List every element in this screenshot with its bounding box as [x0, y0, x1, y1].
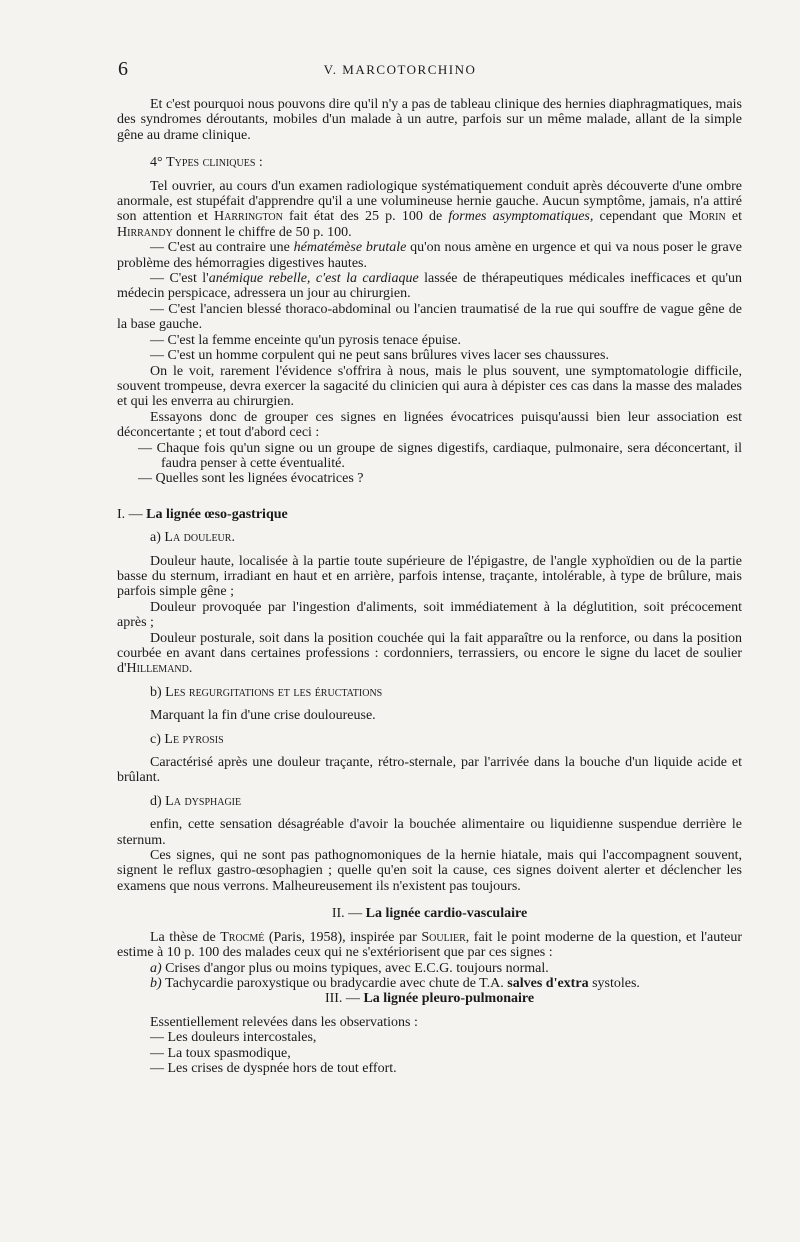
sub-number: a) [150, 530, 165, 546]
item-text: Tachycardie paroxystique ou bradycardie avec chute de T.A. [165, 975, 508, 991]
types-label: Types cliniques : [166, 155, 263, 171]
subheading-douleur [117, 530, 742, 545]
section-heading-cardio-vasculaire [117, 906, 742, 921]
body-text [117, 97, 742, 1076]
list-item: — La toux spasmodique, [150, 1045, 291, 1061]
subheading-pyrosis [117, 732, 742, 747]
paragraph-anemique [117, 271, 742, 302]
sub-number: d) [150, 793, 166, 809]
paragraph-chaque-fois: — Chaque fois qu'un signe ou un groupe de signes digestifs, cardiaque, pulmonaire, sera déconcertant, il faudra penser à cette éventualité. [138, 440, 742, 471]
section-prefix: III. — [324, 991, 364, 1007]
text-span: qu'on nous amène en urgence et qui va nous poser le grave problème des hémorragies digestives hautes. [117, 240, 742, 271]
item-text: systoles. [588, 975, 640, 991]
paragraph-douleur-haute: Douleur haute, localisée à la partie toute supérieure de l'épigastre, de l'angle xyphoïdien ou de la partie basse du sternum, irradiant en haut et en arrière, parfois intense, traçante, intolérable, à type de brûlure, mais parfois simple gêne ; [117, 553, 742, 600]
list-item: — Les crises de dyspnée hors de tout effort. [150, 1060, 397, 1076]
author-soulier: Soulier, [421, 929, 470, 945]
item-letter: a) [150, 960, 166, 976]
subheading-regurgitations [117, 685, 742, 700]
text-span: Tel ouvrier, au cours d'un examen radiologique systématiquement conduit après découverte d'une ombre anormale, est stupéfait d'apprendre qu'il a une volumineuse hernie gauche. Aucun symptôme, jamais, n'a attiré son attention et [117, 178, 742, 225]
sub-number: b) [150, 684, 166, 700]
paragraph-evidence: On le voit, rarement l'évidence s'offrira à nous, mais le plus souvent, une symptomatologie difficile, souvent trompeuse, devra exercer la sagacité du clinicien qui aura à dépister ces cas dans la masse des malades et qui les enverra au chirurgien. [117, 363, 742, 410]
section-title: La lignée cardio-vasculaire [365, 906, 528, 922]
sub-label: Le pyrosis [164, 731, 224, 747]
text-span: lassée de thérapeutiques médicales inefficaces et qu'un médecin perspicace, adressera un jour au chirurgien. [117, 271, 742, 302]
author-harrington: Harrington [214, 209, 283, 225]
paragraph-dysphagie: enfin, cette sensation désagréable d'avoir la bouchée alimentaire ou liquidienne suspendue derrière le sternum. [117, 817, 742, 848]
section-heading-oeso-gastrique [117, 507, 742, 522]
author-morin: Morin [688, 209, 726, 225]
text-span: — C'est l' [150, 271, 209, 287]
author-hirrandy: Hirrandy [117, 224, 173, 240]
paragraph-regurgitations: Marquant la fin d'une crise douloureuse. [150, 708, 376, 724]
sub-label: La douleur. [164, 530, 235, 546]
page-header [118, 58, 682, 82]
paragraph-pyrosis: Caractérisé après une douleur traçante, rétro-sternale, par l'arrivée dans la bouche d'un liquide acide et brûlant. [117, 755, 742, 786]
paragraph-question: — Quelles sont les lignées évocatrices ? [138, 471, 364, 487]
list-item-angor [117, 961, 742, 976]
sub-number: c) [150, 731, 165, 747]
item-text: Crises d'angor plus ou moins typiques, avec E.C.G. toujours normal. [165, 960, 549, 976]
paragraph-essentiellement: Essentiellement relevées dans les observations : [150, 1014, 418, 1030]
paragraph-blesse: — C'est l'ancien blessé thoraco-abdominal ou l'ancien traumatisé de la rue qui souffre de vague gêne de la base gauche. [117, 301, 742, 333]
paragraph-essayons: Essayons donc de grouper ces signes en lignées évocatrices puisqu'aussi bien leur association est déconcertante ; et tout d'abord ceci : [117, 409, 742, 441]
text-span: cependant que [593, 209, 689, 225]
list-item: — Les douleurs intercostales, [150, 1030, 317, 1046]
running-title: V. MARCOTORCHINO [323, 62, 477, 77]
text-span: (Paris, 1958), inspirée par [264, 929, 422, 945]
section-prefix: II. — [331, 906, 366, 922]
item-letter: b) [150, 975, 166, 991]
paragraph-ces-signes: Ces signes, qui ne sont pas pathognomoniques de la hernie hiatale, mais qui l'accompagnent souvent, signent le reflux gastro-œsophagien ; quelle qu'en soit la cause, ces signes doivent alerter et déclencher les examens que nous verrons. Malheureusement ils n'existent pas toujours. [117, 848, 742, 894]
author-trocme: Trocmé [220, 929, 265, 945]
text-span: fait état des 25 p. 100 de [282, 209, 449, 225]
paragraph-douleur-posturale [117, 631, 742, 677]
section-prefix: I. — [117, 506, 147, 522]
paragraph-douleur-provoquee: Douleur provoquée par l'ingestion d'aliments, soit immédiatement à la déglutition, soit précocement après ; [117, 599, 742, 631]
types-number: 4° [150, 155, 167, 171]
emphasis-anemique: anémique rebelle, c'est la cardiaque [208, 271, 419, 287]
text-span: — C'est au contraire une [150, 240, 294, 256]
text-span: La thèse de [150, 929, 221, 945]
paragraph-hematemese [117, 240, 742, 271]
text-span: donnent le chiffre de 50 p. 100. [172, 224, 352, 240]
text-span: fait le point moderne de la question, et l'auteur estime à 10 p. 100 des malades ceux qui ne s'extériorisent que par ces signes : [117, 929, 742, 961]
paragraph-homme: — C'est un homme corpulent qui ne peut sans brûlures vives lacer ses chaussures. [150, 348, 609, 364]
emphasis-formes: formes asymptomatiques, [448, 209, 594, 225]
paragraph-these [117, 930, 742, 961]
list-item-tachycardie [117, 976, 742, 991]
types-heading [117, 155, 742, 170]
item-bold-text: salves d'extra [507, 975, 589, 991]
section-heading-pleuro-pulmonaire [117, 991, 742, 1006]
paragraph-ouvrier [117, 179, 742, 241]
section-title: La lignée pleuro-pulmonaire [363, 991, 535, 1007]
paragraph-femme: — C'est la femme enceinte qu'un pyrosis tenace épuise. [150, 332, 462, 348]
sub-label: La dysphagie [165, 793, 242, 809]
section-title: La lignée œso-gastrique [146, 506, 288, 522]
page-number: 6 [118, 58, 128, 80]
text-span: et [725, 209, 742, 225]
author-hillemand: Hillemand. [126, 661, 193, 677]
paragraph-intro: Et c'est pourquoi nous pouvons dire qu'il n'y a pas de tableau clinique des hernies diaphragmatiques, mais des syndromes déroutants, mobiles d'un malade à un autre, parfois sur un même malade, allant de la simple gêne au drame clinique. [117, 97, 742, 143]
sub-label: Les regurgitations et les éructations [165, 684, 383, 700]
text-span: Douleur posturale, soit dans la position couchée qui la fait apparaître ou la renforce, ou dans la position courbée en avant dans certaines professions : cordonniers, terrassiers, ou encore le signe du lacet de soulier d' [117, 630, 742, 677]
subheading-dysphagie [117, 794, 742, 809]
emphasis-hematemese: hématémèse brutale [293, 240, 407, 256]
